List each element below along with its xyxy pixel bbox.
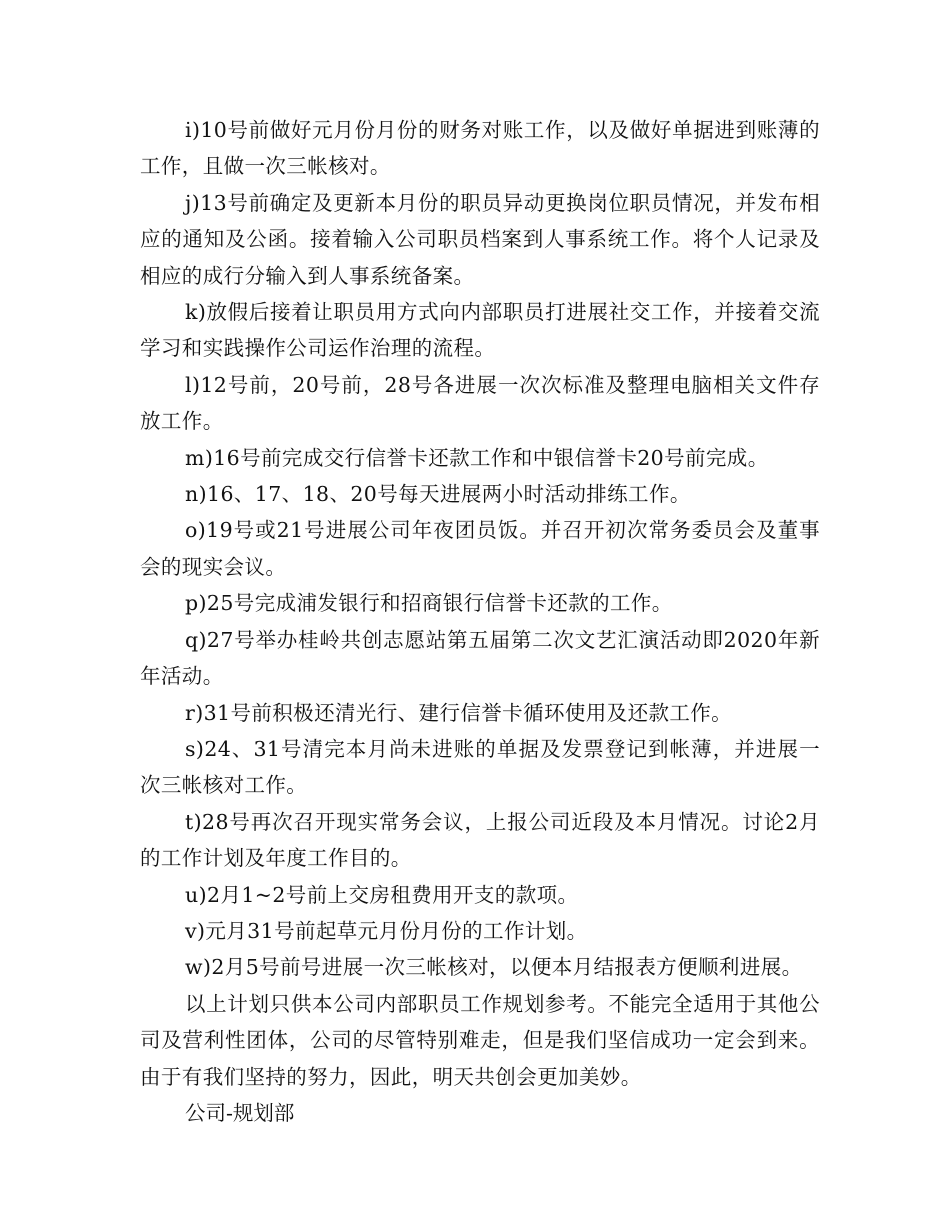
plan-item-p: p)25号完成浦发银行和招商银行信誉卡还款的工作。 bbox=[185, 591, 673, 616]
plan-item-k: k)放假后接着让职员用方式向内部职员打进展社交工作，并接着交流学习和实践操作公司运作治理的流程。 bbox=[140, 300, 820, 361]
plan-item-t: t)28号再次召开现实常务会议，上报公司近段及本月情况。讨论2月的工作计划及年度工作目的。 bbox=[140, 809, 820, 871]
plan-item-v: v)元月31号前起草元月份月份的工作计划。 bbox=[185, 918, 588, 943]
plan-item-q: q)27号举办桂岭共创志愿站第五届第二次文艺汇演活动即2020年新年活动。 bbox=[140, 627, 820, 689]
document-page bbox=[140, 112, 820, 1131]
plan-item-s: s)24、31号清完本月尚未进账的单据及发票登记到帐薄，并进展一次三帐核对工作。 bbox=[140, 736, 820, 798]
plan-item-n: n)16、17、18、20号每天进展两小时活动排练工作。 bbox=[185, 482, 691, 507]
plan-item-w: w)2月5号前号进展一次三帐核对，以便本月结报表方便顺利进展。 bbox=[185, 955, 803, 980]
signature: 公司-规划部 bbox=[185, 1100, 295, 1125]
plan-item-j: j)13号前确定及更新本月份的职员异动更换岗位职员情况，并发布相应的通知及公函。接着输入公司职员档案到人事系统工作。将个人记录及相应的成行分输入到人事系统备案。 bbox=[140, 190, 820, 288]
plan-item-o: o)19号或21号进展公司年夜团员饭。并召开初次常务委员会及董事会的现实会议。 bbox=[140, 518, 820, 579]
plan-item-l: l)12号前，20号前，28号各进展一次次标准及整理电脑相关文件存放工作。 bbox=[140, 372, 820, 434]
plan-item-m: m)16号前完成交行信誉卡还款工作和中银信誉卡20号前完成。 bbox=[185, 445, 769, 470]
plan-item-u: u)2月1~2号前上交房租费用开支的款项。 bbox=[185, 882, 579, 907]
plan-item-i: i)10号前做好元月份月份的财务对账工作，以及做好单据进到账薄的工作，且做一次三帐核对。 bbox=[140, 118, 820, 179]
closing-paragraph: 以上计划只供本公司内部职员工作规划参考。不能完全适用于其他公司及营利性团体，公司的尽管特别难走，但是我们坚信成功一定会到来。由于有我们坚持的努力，因此，明天共创会更加美妙。 bbox=[140, 991, 820, 1089]
plan-item-r: r)31号前积极还清光行、建行信誉卡循环使用及还款工作。 bbox=[185, 700, 733, 725]
